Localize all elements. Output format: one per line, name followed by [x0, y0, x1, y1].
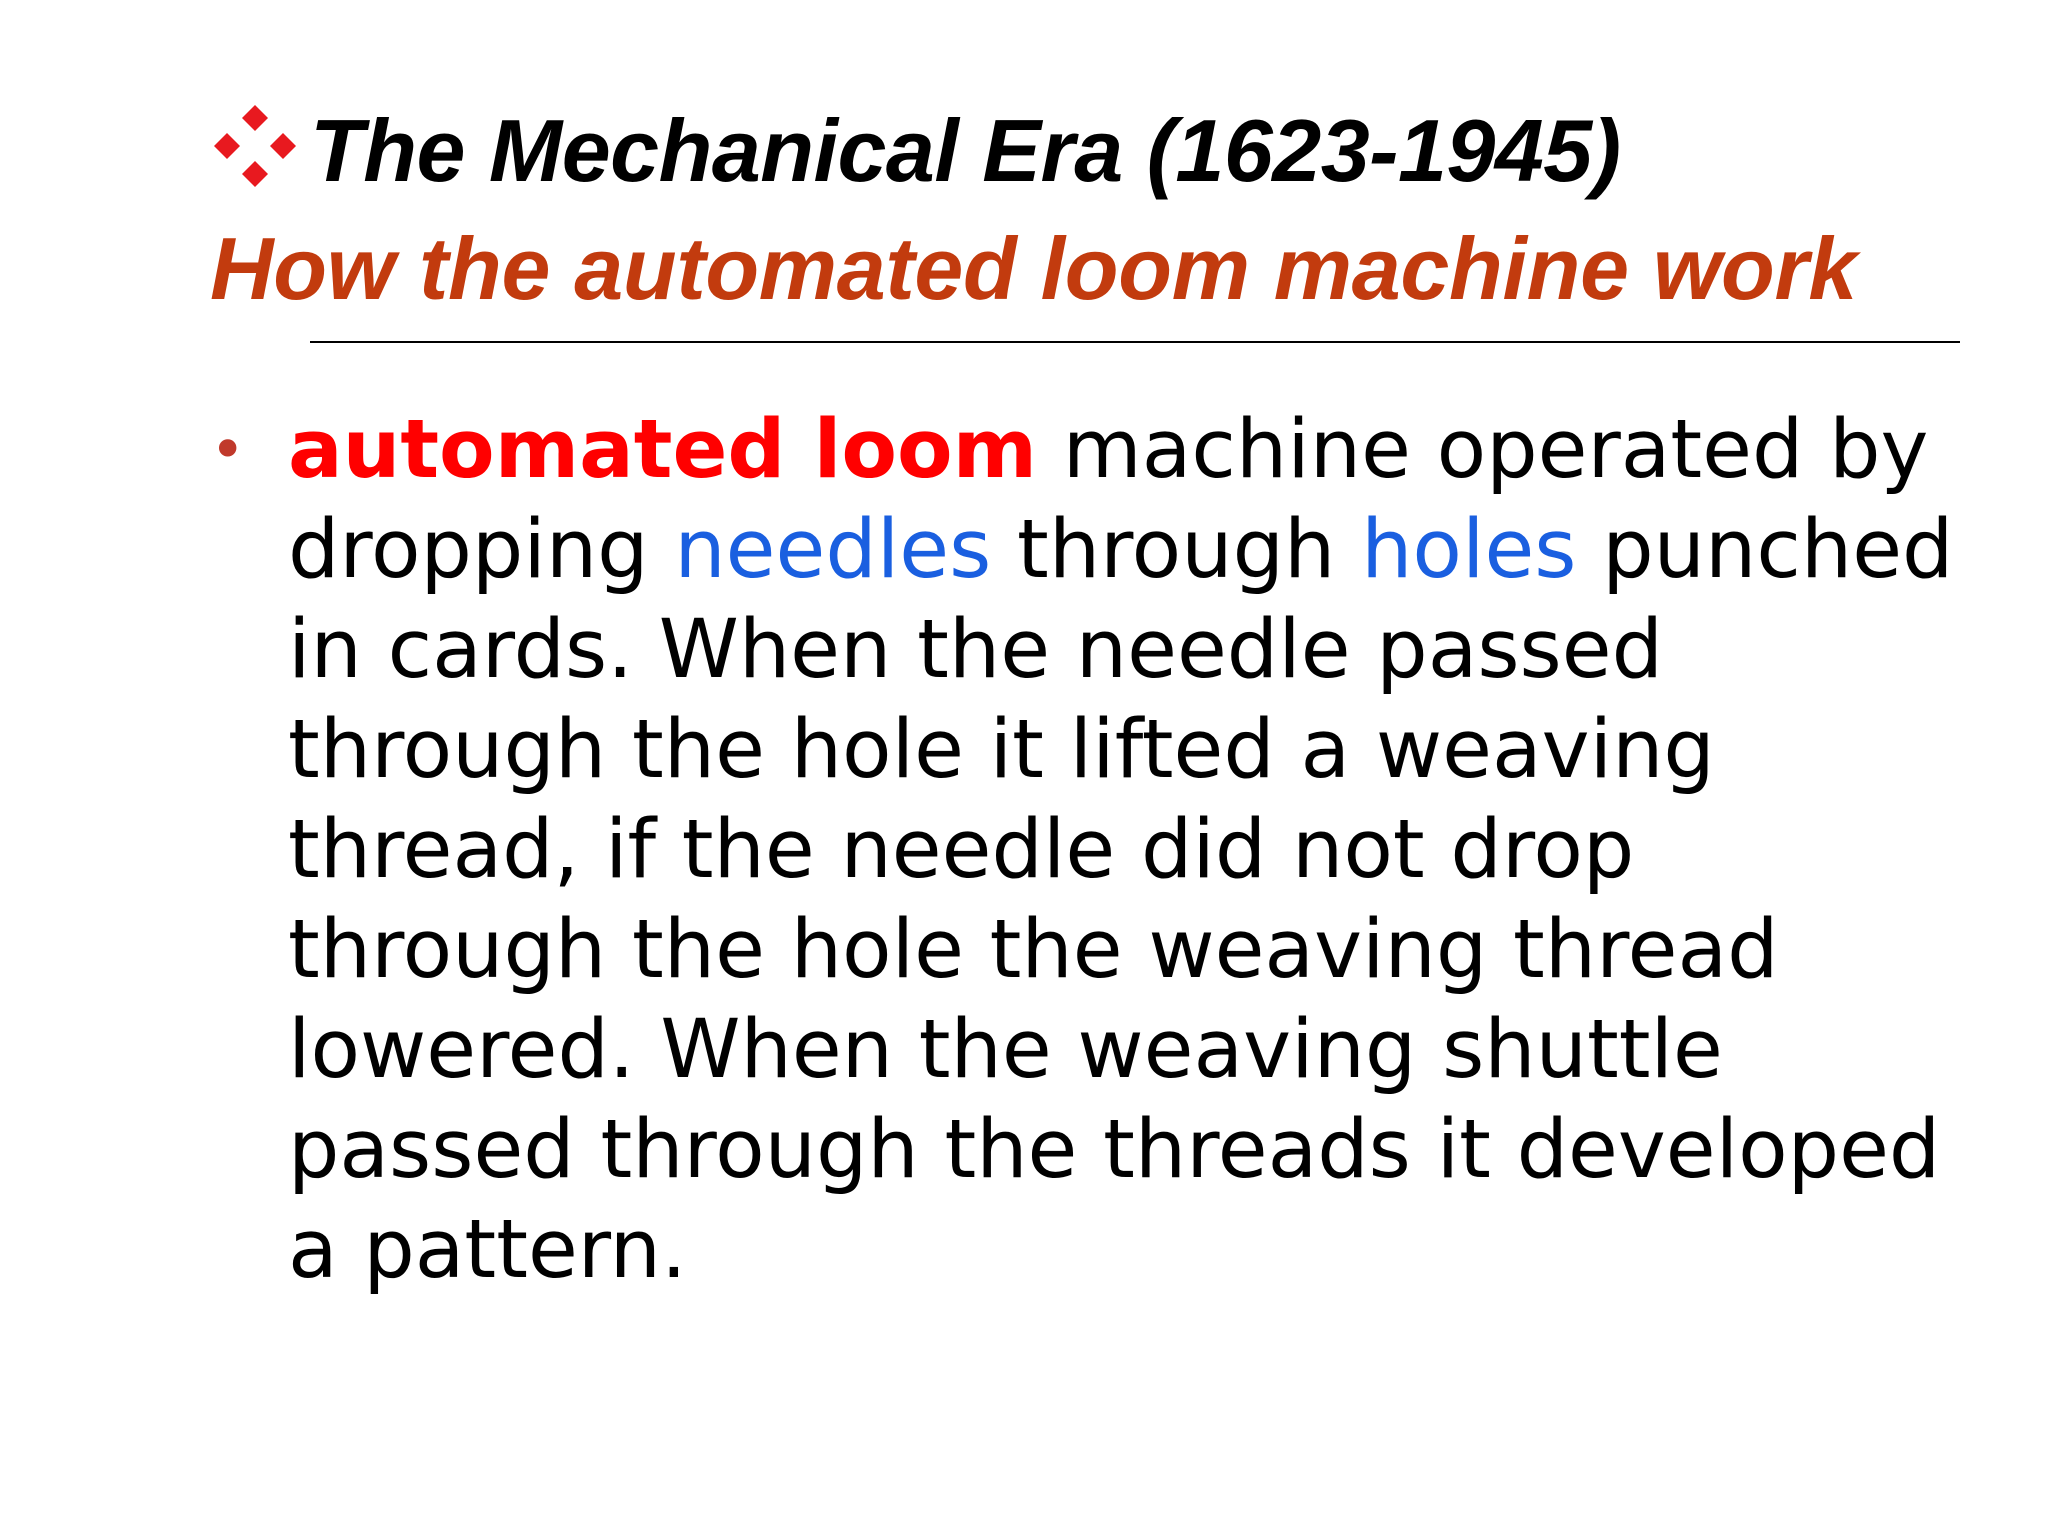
bullet-text-line	[288, 500, 2008, 600]
bullet-text-line	[288, 900, 2008, 1000]
highlight-term-red: automated loom	[288, 403, 1038, 497]
body-text-run: machine operated by	[1037, 403, 1929, 497]
bullet-marker: •	[210, 415, 246, 485]
bullet-text-line	[288, 1200, 2008, 1300]
body-text-run: dropping	[288, 503, 675, 597]
title-row	[210, 100, 1621, 202]
bullet-text-line	[288, 1000, 2008, 1100]
slide-subtitle: How the automated loom machine work	[210, 219, 1858, 318]
highlight-term-blue: needles	[674, 503, 992, 597]
body-text-run: punched	[1576, 503, 1954, 597]
body-text-run: passed through the threads it developed	[288, 1103, 1941, 1197]
body-text-run: a pattern.	[288, 1203, 687, 1297]
body-text-run: in cards. When the needle passed	[288, 603, 1663, 697]
bullet-text-line	[288, 1100, 2008, 1200]
title-divider	[310, 341, 1960, 343]
bullet-text-line	[288, 800, 2008, 900]
bullet-text-line	[288, 600, 2008, 700]
body-text-run: through	[991, 503, 1362, 597]
bullet-text	[288, 400, 2008, 1300]
body-text-run: through the hole the weaving thread	[288, 903, 1779, 997]
slide-title: The Mechanical Era (1623-1945)	[310, 101, 1621, 200]
bullet-text-line	[288, 400, 2008, 500]
body-text-run: through the hole it lifted a weaving	[288, 703, 1715, 797]
highlight-term-blue: holes	[1361, 503, 1577, 597]
body-text-run: thread, if the needle did not drop	[288, 803, 1635, 897]
four-diamonds-bullet-icon	[210, 101, 300, 191]
bullet-text-line	[288, 700, 2008, 800]
body-text-run: lowered. When the weaving shuttle	[288, 1003, 1723, 1097]
